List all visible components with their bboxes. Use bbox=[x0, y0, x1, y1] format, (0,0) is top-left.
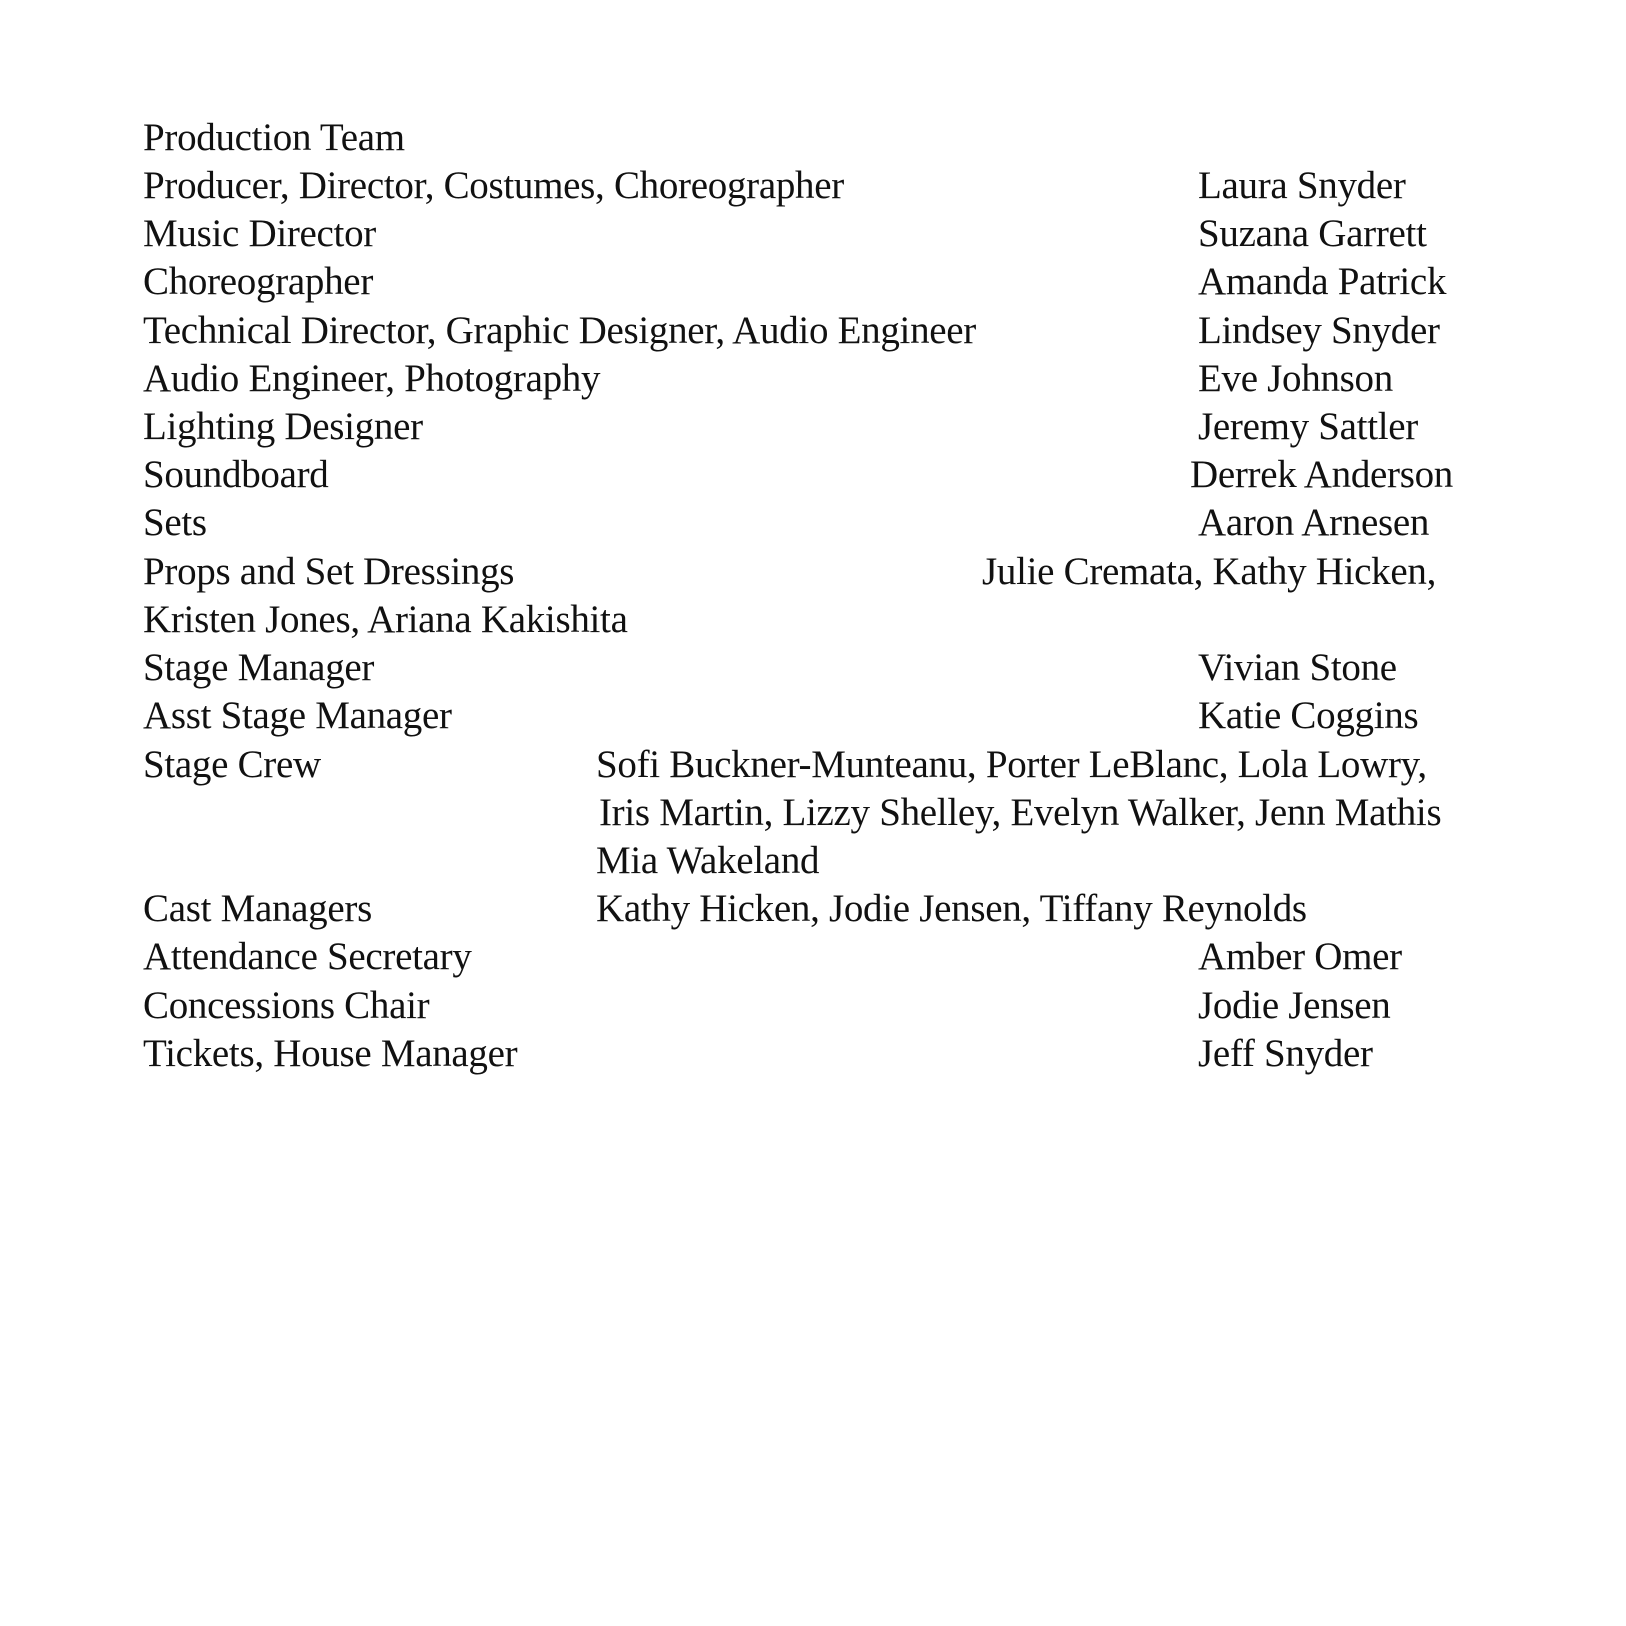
role-label: Technical Director, Graphic Designer, Audio Engineer bbox=[143, 309, 976, 352]
role-label: Asst Stage Manager bbox=[143, 694, 452, 737]
role-label: Sets bbox=[143, 501, 207, 544]
person-name: Vivian Stone bbox=[1198, 646, 1397, 689]
person-name: Laura Snyder bbox=[1198, 164, 1406, 207]
person-name: Jeff Snyder bbox=[1198, 1032, 1373, 1075]
section-heading: Production Team bbox=[143, 116, 405, 159]
role-label: Cast Managers bbox=[143, 887, 372, 930]
role-label: Music Director bbox=[143, 212, 376, 255]
person-name: Julie Cremata, Kathy Hicken, bbox=[982, 550, 1437, 593]
person-name: Amanda Patrick bbox=[1198, 260, 1447, 303]
person-name-continued: Kristen Jones, Ariana Kakishita bbox=[143, 598, 628, 641]
role-label: Tickets, House Manager bbox=[143, 1032, 518, 1075]
person-name: Suzana Garrett bbox=[1198, 212, 1427, 255]
person-name: Lindsey Snyder bbox=[1198, 309, 1440, 352]
person-name: Derrek Anderson bbox=[1190, 453, 1453, 496]
role-label: Attendance Secretary bbox=[143, 935, 472, 978]
person-name: Katie Coggins bbox=[1198, 694, 1419, 737]
role-label: Stage Crew bbox=[143, 743, 321, 786]
person-name: Amber Omer bbox=[1198, 935, 1402, 978]
role-label: Lighting Designer bbox=[143, 405, 423, 448]
role-label: Producer, Director, Costumes, Choreographer bbox=[143, 164, 844, 207]
role-label: Concessions Chair bbox=[143, 984, 430, 1027]
person-name: Kathy Hicken, Jodie Jensen, Tiffany Reynolds bbox=[596, 887, 1307, 930]
person-name: Eve Johnson bbox=[1198, 357, 1393, 400]
role-label: Choreographer bbox=[143, 260, 374, 303]
role-label: Props and Set Dressings bbox=[143, 550, 515, 593]
person-name: Jeremy Sattler bbox=[1198, 405, 1418, 448]
person-name-continued: Mia Wakeland bbox=[596, 839, 820, 882]
role-label: Audio Engineer, Photography bbox=[143, 357, 601, 400]
person-name: Aaron Arnesen bbox=[1198, 501, 1430, 544]
role-label: Stage Manager bbox=[143, 646, 375, 689]
person-name: Sofi Buckner-Munteanu, Porter LeBlanc, Lola Lowry, bbox=[596, 743, 1427, 786]
person-name-continued: Iris Martin, Lizzy Shelley, Evelyn Walker, Jenn Mathis bbox=[599, 791, 1442, 834]
person-name: Jodie Jensen bbox=[1198, 984, 1391, 1027]
role-label: Soundboard bbox=[143, 453, 329, 496]
